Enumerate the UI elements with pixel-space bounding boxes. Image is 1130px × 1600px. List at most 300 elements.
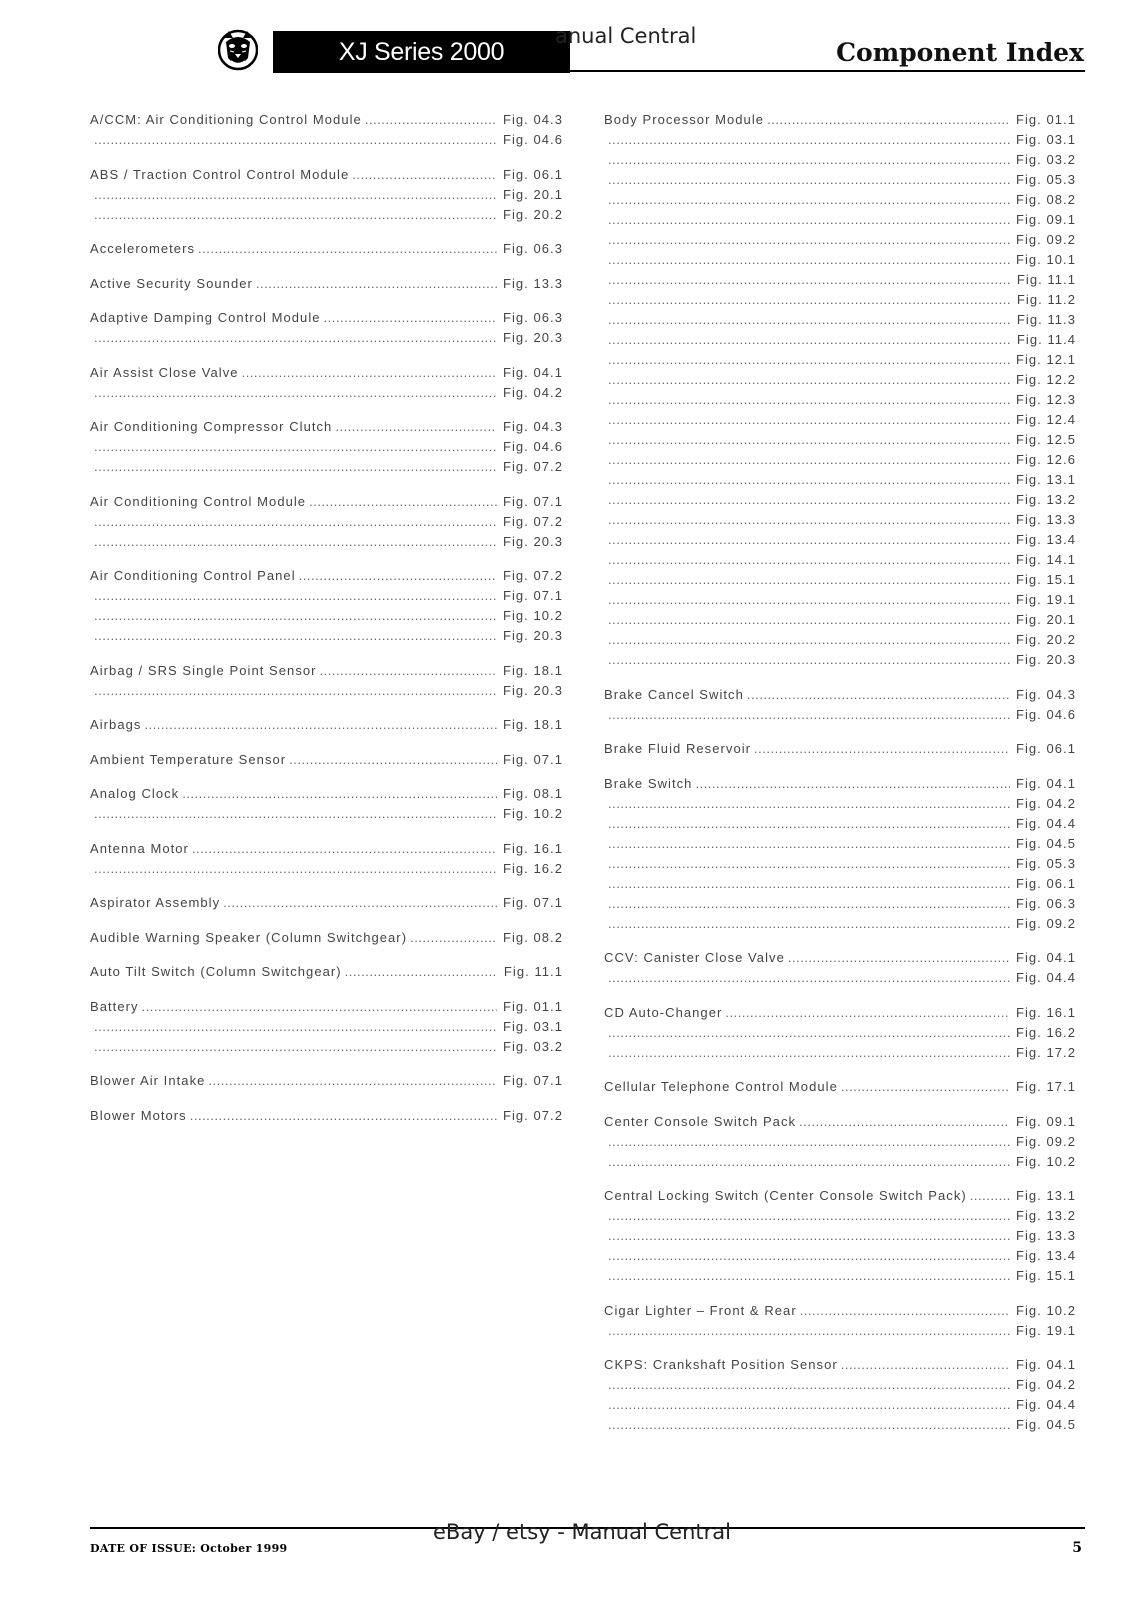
figure-reference: Fig. 05.3 xyxy=(1015,172,1076,187)
component-name: Adaptive Damping Control Module xyxy=(90,310,321,325)
component-name: Brake Switch xyxy=(604,775,693,791)
dot-leader xyxy=(142,999,497,1014)
index-entry-continuation xyxy=(604,372,1076,392)
figure-reference: Fig. 14.1 xyxy=(1015,552,1076,567)
dot-leader xyxy=(94,1019,497,1034)
dot-leader xyxy=(725,1005,1010,1020)
header-divider xyxy=(273,70,1085,72)
dot-leader xyxy=(182,786,497,801)
index-entry-continuation xyxy=(604,592,1076,612)
index-entry xyxy=(604,1188,1076,1288)
component-name: Center Console Switch Pack xyxy=(604,1113,797,1129)
index-entry-continuation xyxy=(604,472,1076,492)
component-name: Brake Cancel Switch xyxy=(604,686,744,702)
figure-reference: Fig. 04.6 xyxy=(502,439,563,454)
index-entry xyxy=(604,950,1076,990)
dot-leader xyxy=(608,1248,1010,1263)
index-entry-continuation xyxy=(604,152,1076,172)
index-entry-line xyxy=(604,687,1076,707)
figure-reference: Fig. 07.2 xyxy=(502,568,563,583)
figure-reference: Fig. 06.3 xyxy=(502,310,563,325)
index-entry-continuation xyxy=(604,876,1076,896)
figure-reference: Fig. 04.4 xyxy=(1015,815,1076,831)
dot-leader xyxy=(841,1079,1010,1094)
figure-reference: Fig. 04.2 xyxy=(502,384,563,400)
dot-leader xyxy=(94,806,497,821)
dot-leader xyxy=(94,132,497,147)
figure-reference: Fig. 18.1 xyxy=(502,662,563,678)
figure-reference: Fig. 04.2 xyxy=(1015,1377,1076,1392)
dot-leader xyxy=(608,1134,1010,1149)
index-entry-continuation xyxy=(90,628,563,648)
component-name: CD Auto-Changer xyxy=(604,1004,723,1020)
dot-leader xyxy=(608,1154,1010,1169)
component-name: Antenna Motor xyxy=(90,840,189,856)
dot-leader xyxy=(608,1045,1010,1060)
index-entry-line xyxy=(604,112,1076,132)
index-entry-continuation xyxy=(604,572,1076,592)
figure-reference: Fig. 10.2 xyxy=(502,608,563,623)
figure-reference: Fig. 04.4 xyxy=(1015,970,1076,985)
dot-leader xyxy=(608,532,1010,547)
index-entry xyxy=(604,1114,1076,1174)
dot-leader xyxy=(192,841,497,856)
component-name: Air Assist Close Valve xyxy=(90,364,239,380)
dot-leader xyxy=(747,687,1010,702)
figure-reference: Fig. 06.3 xyxy=(1015,895,1076,911)
figure-reference: Fig. 13.1 xyxy=(1015,472,1076,487)
index-entry-continuation xyxy=(604,352,1076,372)
index-entry-continuation xyxy=(604,192,1076,212)
figure-reference: Fig. 12.2 xyxy=(1015,372,1076,387)
figure-reference: Fig. 13.3 xyxy=(1015,512,1076,527)
component-name: Brake Fluid Reservoir xyxy=(604,741,752,756)
index-entry-line xyxy=(90,112,563,132)
dot-leader xyxy=(94,628,497,643)
index-entry-continuation xyxy=(604,856,1076,876)
page-number: 5 xyxy=(1072,1540,1082,1556)
figure-reference: Fig. 07.1 xyxy=(502,1073,563,1088)
component-name: Audible Warning Speaker (Column Switchgear) xyxy=(90,929,408,945)
dot-leader xyxy=(970,1188,1010,1203)
index-entry-continuation xyxy=(604,1248,1076,1268)
index-entry-line xyxy=(90,276,563,296)
index-entry-line xyxy=(604,741,1076,761)
index-column-left xyxy=(90,112,563,1142)
dot-leader xyxy=(695,776,1009,791)
index-entry-continuation xyxy=(90,534,563,554)
component-name: Airbag / SRS Single Point Sensor xyxy=(90,662,317,678)
component-name: Cigar Lighter – Front & Rear xyxy=(604,1302,797,1318)
figure-reference: Fig. 18.1 xyxy=(502,717,563,732)
dot-leader xyxy=(608,252,1010,267)
component-name: CCV: Canister Close Valve xyxy=(604,950,785,965)
figure-reference: Fig. 04.3 xyxy=(502,419,563,434)
figure-reference: Fig. 15.1 xyxy=(1015,1268,1076,1283)
figure-reference: Fig. 04.1 xyxy=(1015,950,1076,965)
index-entry-continuation xyxy=(90,683,563,703)
dot-leader xyxy=(299,568,497,583)
index-entry-line xyxy=(604,1357,1076,1377)
index-entry-continuation xyxy=(604,632,1076,652)
index-entry xyxy=(604,1079,1076,1099)
dot-leader xyxy=(94,385,497,400)
index-entry-continuation xyxy=(604,252,1076,272)
index-entry-continuation xyxy=(604,612,1076,632)
dot-leader xyxy=(800,1303,1010,1318)
index-entry xyxy=(604,776,1076,936)
index-entry-continuation xyxy=(604,1025,1076,1045)
figure-reference: Fig. 04.5 xyxy=(1015,835,1076,851)
dot-leader xyxy=(841,1357,1010,1372)
component-name: Air Conditioning Control Module xyxy=(90,493,307,509)
index-entry xyxy=(90,167,563,227)
component-name: Battery xyxy=(90,998,139,1014)
component-name: Central Locking Switch (Center Console Switch Pack) xyxy=(604,1188,967,1203)
dot-leader xyxy=(608,876,1010,891)
jaguar-logo-icon xyxy=(218,28,258,72)
index-entry-continuation xyxy=(90,806,563,826)
figure-reference: Fig. 07.2 xyxy=(502,459,563,474)
figure-reference: Fig. 20.1 xyxy=(502,186,563,202)
index-entry-continuation xyxy=(90,207,563,227)
index-entry-continuation xyxy=(604,132,1076,152)
figure-reference: Fig. 08.1 xyxy=(502,786,563,801)
figure-reference: Fig. 06.1 xyxy=(502,166,563,182)
index-entry-line xyxy=(90,841,563,861)
dot-leader xyxy=(608,392,1010,407)
figure-reference: Fig. 12.1 xyxy=(1015,352,1076,367)
figure-reference: Fig. 04.4 xyxy=(1015,1397,1076,1412)
index-entry-line xyxy=(604,950,1076,970)
index-entry-line xyxy=(604,1079,1076,1099)
figure-reference: Fig. 04.3 xyxy=(502,112,563,127)
dot-leader xyxy=(608,836,1010,851)
figure-reference: Fig. 13.3 xyxy=(502,275,563,291)
index-entry xyxy=(90,568,563,648)
dot-leader xyxy=(94,330,497,345)
dot-leader xyxy=(94,683,497,698)
index-entry-continuation xyxy=(604,532,1076,552)
figure-reference: Fig. 13.1 xyxy=(1015,1188,1076,1203)
dot-leader xyxy=(608,192,1010,207)
figure-reference: Fig. 07.1 xyxy=(502,493,563,509)
index-column-right xyxy=(604,112,1076,1452)
index-entry-line xyxy=(90,419,563,439)
index-entry-line xyxy=(90,1108,563,1128)
index-entry-continuation xyxy=(604,312,1076,332)
dot-leader xyxy=(608,896,1010,911)
dot-leader xyxy=(608,172,1010,187)
index-entry-continuation xyxy=(90,132,563,152)
dot-leader xyxy=(608,432,1010,447)
dot-leader xyxy=(94,187,497,202)
dot-leader xyxy=(608,816,1010,831)
index-entry xyxy=(604,1357,1076,1437)
component-name: Accelerometers xyxy=(90,241,196,256)
index-entry-line xyxy=(604,1188,1076,1208)
figure-reference: Fig. 04.2 xyxy=(1015,795,1076,811)
figure-reference: Fig. 11.2 xyxy=(1016,292,1076,307)
dot-leader xyxy=(608,572,1010,587)
dot-leader xyxy=(94,1039,497,1054)
figure-reference: Fig. 06.3 xyxy=(502,241,563,256)
figure-reference: Fig. 03.2 xyxy=(502,1038,563,1054)
dot-leader xyxy=(289,752,497,767)
index-entry-continuation xyxy=(604,970,1076,990)
figure-reference: Fig. 20.3 xyxy=(502,533,563,549)
index-entry-line xyxy=(90,365,563,385)
index-entry-line xyxy=(90,494,563,514)
component-name: Analog Clock xyxy=(90,786,180,801)
component-name: Active Security Sounder xyxy=(90,275,253,291)
index-entry xyxy=(90,663,563,703)
dot-leader xyxy=(309,494,497,509)
figure-reference: Fig. 09.1 xyxy=(1015,1113,1076,1129)
index-entry-continuation xyxy=(604,1323,1076,1343)
dot-leader xyxy=(242,365,497,380)
figure-reference: Fig. 03.1 xyxy=(1015,132,1076,147)
page-title: Component Index xyxy=(836,38,1084,67)
index-entry-line xyxy=(90,717,563,737)
figure-reference: Fig. 03.2 xyxy=(1015,152,1076,167)
index-entry xyxy=(90,1073,563,1093)
dot-leader xyxy=(608,472,1010,487)
figure-reference: Fig. 04.3 xyxy=(1015,686,1076,702)
dot-leader xyxy=(608,372,1010,387)
index-entry-continuation xyxy=(604,492,1076,512)
figure-reference: Fig. 12.4 xyxy=(1015,412,1076,427)
dot-leader xyxy=(198,241,497,256)
figure-reference: Fig. 19.1 xyxy=(1015,592,1076,607)
dot-leader xyxy=(94,459,497,474)
dot-leader xyxy=(94,439,497,454)
component-name: CKPS: Crankshaft Position Sensor xyxy=(604,1357,838,1372)
dot-leader xyxy=(608,916,1010,931)
index-entry-continuation xyxy=(604,816,1076,836)
dot-leader xyxy=(320,663,497,678)
figure-reference: Fig. 09.2 xyxy=(1015,915,1076,931)
dot-leader xyxy=(94,514,497,529)
dot-leader xyxy=(608,796,1010,811)
header-watermark: anual Central xyxy=(555,24,697,48)
index-entry xyxy=(90,310,563,350)
index-entry-continuation xyxy=(90,588,563,608)
figure-reference: Fig. 11.3 xyxy=(1016,312,1076,327)
dot-leader xyxy=(335,419,497,434)
index-entry xyxy=(90,999,563,1059)
figure-reference: Fig. 08.2 xyxy=(1015,192,1076,207)
index-entry-continuation xyxy=(90,385,563,405)
index-entry xyxy=(604,112,1076,672)
figure-reference: Fig. 04.1 xyxy=(1015,775,1076,791)
index-entry-continuation xyxy=(604,172,1076,192)
figure-reference: Fig. 20.2 xyxy=(1015,632,1076,647)
dot-leader xyxy=(352,167,497,182)
index-entry-continuation xyxy=(604,232,1076,252)
index-entry xyxy=(604,1303,1076,1343)
index-entry-line xyxy=(90,241,563,261)
dot-leader xyxy=(94,207,497,222)
index-entry-continuation xyxy=(604,1228,1076,1248)
date-of-issue: DATE OF ISSUE: October 1999 xyxy=(90,1542,288,1555)
index-entry-continuation xyxy=(604,916,1076,936)
figure-reference: Fig. 12.6 xyxy=(1015,452,1076,467)
index-entry-continuation xyxy=(604,707,1076,727)
index-entry-continuation xyxy=(604,412,1076,432)
index-entry-line xyxy=(604,1005,1076,1025)
dot-leader xyxy=(608,1268,1010,1283)
index-entry-continuation xyxy=(604,1045,1076,1065)
figure-reference: Fig. 13.2 xyxy=(1015,1208,1076,1223)
index-entry-line xyxy=(90,786,563,806)
component-name: ABS / Traction Control Control Module xyxy=(90,166,350,182)
index-entry-continuation xyxy=(604,1417,1076,1437)
figure-reference: Fig. 07.1 xyxy=(502,751,563,767)
index-entry-line xyxy=(90,310,563,330)
component-name: Aspirator Assembly xyxy=(90,895,221,910)
dot-leader xyxy=(608,707,1010,722)
component-name: Ambient Temperature Sensor xyxy=(90,751,287,767)
figure-reference: Fig. 20.2 xyxy=(502,206,563,222)
index-entry-continuation xyxy=(604,1154,1076,1174)
dot-leader xyxy=(608,152,1010,167)
dot-leader xyxy=(608,132,1010,147)
figure-reference: Fig. 13.4 xyxy=(1015,1248,1076,1263)
dot-leader xyxy=(608,312,1011,327)
index-entry-line xyxy=(90,964,563,984)
dot-leader xyxy=(608,512,1010,527)
figure-reference: Fig. 09.2 xyxy=(1015,1133,1076,1149)
dot-leader xyxy=(799,1114,1010,1129)
index-entry-line xyxy=(604,1303,1076,1323)
dot-leader xyxy=(365,112,497,127)
figure-reference: Fig. 09.2 xyxy=(1015,232,1076,247)
figure-reference: Fig. 20.3 xyxy=(502,330,563,345)
index-entry-continuation xyxy=(604,292,1076,312)
index-entry xyxy=(90,841,563,881)
figure-reference: Fig. 11.4 xyxy=(1016,332,1076,347)
dot-leader xyxy=(608,592,1010,607)
index-entry xyxy=(90,1108,563,1128)
index-entry-continuation xyxy=(90,187,563,207)
component-name: Blower Motors xyxy=(90,1107,187,1123)
figure-reference: Fig. 19.1 xyxy=(1015,1322,1076,1338)
figure-reference: Fig. 04.1 xyxy=(502,364,563,380)
dot-leader xyxy=(608,332,1011,347)
index-entry-line xyxy=(90,999,563,1019)
index-entry xyxy=(90,786,563,826)
dot-leader xyxy=(608,272,1011,287)
index-entry-continuation xyxy=(604,796,1076,816)
index-entry-line xyxy=(90,1073,563,1093)
series-title-bar xyxy=(273,31,570,73)
index-entry xyxy=(90,365,563,405)
dot-leader xyxy=(608,452,1010,467)
figure-reference: Fig. 17.1 xyxy=(1015,1079,1076,1094)
index-entry xyxy=(604,687,1076,727)
dot-leader xyxy=(608,412,1010,427)
dot-leader xyxy=(608,352,1010,367)
dot-leader xyxy=(190,1108,497,1123)
index-entry-line xyxy=(90,752,563,772)
dot-leader xyxy=(94,608,497,623)
dot-leader xyxy=(608,1417,1010,1432)
dot-leader xyxy=(608,612,1010,627)
index-entry-line xyxy=(90,663,563,683)
component-name: Blower Air Intake xyxy=(90,1073,206,1088)
figure-reference: Fig. 10.2 xyxy=(1015,1153,1076,1169)
dot-leader xyxy=(608,1208,1010,1223)
index-entry-continuation xyxy=(604,1377,1076,1397)
figure-reference: Fig. 13.2 xyxy=(1015,492,1076,507)
index-entry-line xyxy=(90,167,563,187)
dot-leader xyxy=(208,1073,497,1088)
figure-reference: Fig. 01.1 xyxy=(1015,112,1076,127)
index-entry-line xyxy=(90,895,563,915)
figure-reference: Fig. 07.2 xyxy=(502,513,563,529)
figure-reference: Fig. 16.2 xyxy=(1015,1024,1076,1040)
index-entry xyxy=(90,752,563,772)
figure-reference: Fig. 16.2 xyxy=(502,860,563,876)
index-entry-continuation xyxy=(90,1019,563,1039)
dot-leader xyxy=(608,1377,1010,1392)
component-name: A/CCM: Air Conditioning Control Module xyxy=(90,112,362,127)
dot-leader xyxy=(608,212,1010,227)
index-entry-continuation xyxy=(604,1268,1076,1288)
figure-reference: Fig. 07.2 xyxy=(502,1107,563,1123)
index-entry-continuation xyxy=(604,452,1076,472)
figure-reference: Fig. 10.1 xyxy=(1015,252,1076,267)
index-entry-continuation xyxy=(90,514,563,534)
dot-leader xyxy=(754,741,1010,756)
index-entry xyxy=(90,717,563,737)
figure-reference: Fig. 17.2 xyxy=(1015,1044,1076,1060)
dot-leader xyxy=(767,112,1010,127)
component-name: Airbags xyxy=(90,717,142,732)
index-entry xyxy=(90,964,563,984)
component-name: Air Conditioning Control Panel xyxy=(90,568,296,583)
component-name: Body Processor Module xyxy=(604,112,765,127)
index-entry-continuation xyxy=(604,272,1076,292)
figure-reference: Fig. 08.2 xyxy=(502,929,563,945)
figure-reference: Fig. 04.6 xyxy=(1015,706,1076,722)
figure-reference: Fig. 09.1 xyxy=(1015,212,1076,227)
index-entry-continuation xyxy=(604,552,1076,572)
figure-reference: Fig. 05.3 xyxy=(1015,855,1076,871)
dot-leader xyxy=(94,534,497,549)
dot-leader xyxy=(608,856,1010,871)
dot-leader xyxy=(608,1228,1010,1243)
dot-leader xyxy=(144,717,497,732)
figure-reference: Fig. 15.1 xyxy=(1015,572,1076,587)
figure-reference: Fig. 16.1 xyxy=(502,840,563,856)
index-entry xyxy=(90,895,563,915)
index-entry-continuation xyxy=(604,1208,1076,1228)
figure-reference: Fig. 20.3 xyxy=(1015,652,1076,667)
dot-leader xyxy=(94,861,497,876)
index-entry-continuation xyxy=(604,212,1076,232)
index-entry-continuation xyxy=(90,1039,563,1059)
index-entry xyxy=(90,112,563,152)
dot-leader xyxy=(94,588,497,603)
figure-reference: Fig. 04.5 xyxy=(1015,1417,1076,1432)
index-entry-continuation xyxy=(90,439,563,459)
index-entry-continuation xyxy=(90,861,563,881)
figure-reference: Fig. 13.3 xyxy=(1015,1228,1076,1243)
index-entry-continuation xyxy=(604,1397,1076,1417)
index-entry-continuation xyxy=(604,652,1076,672)
